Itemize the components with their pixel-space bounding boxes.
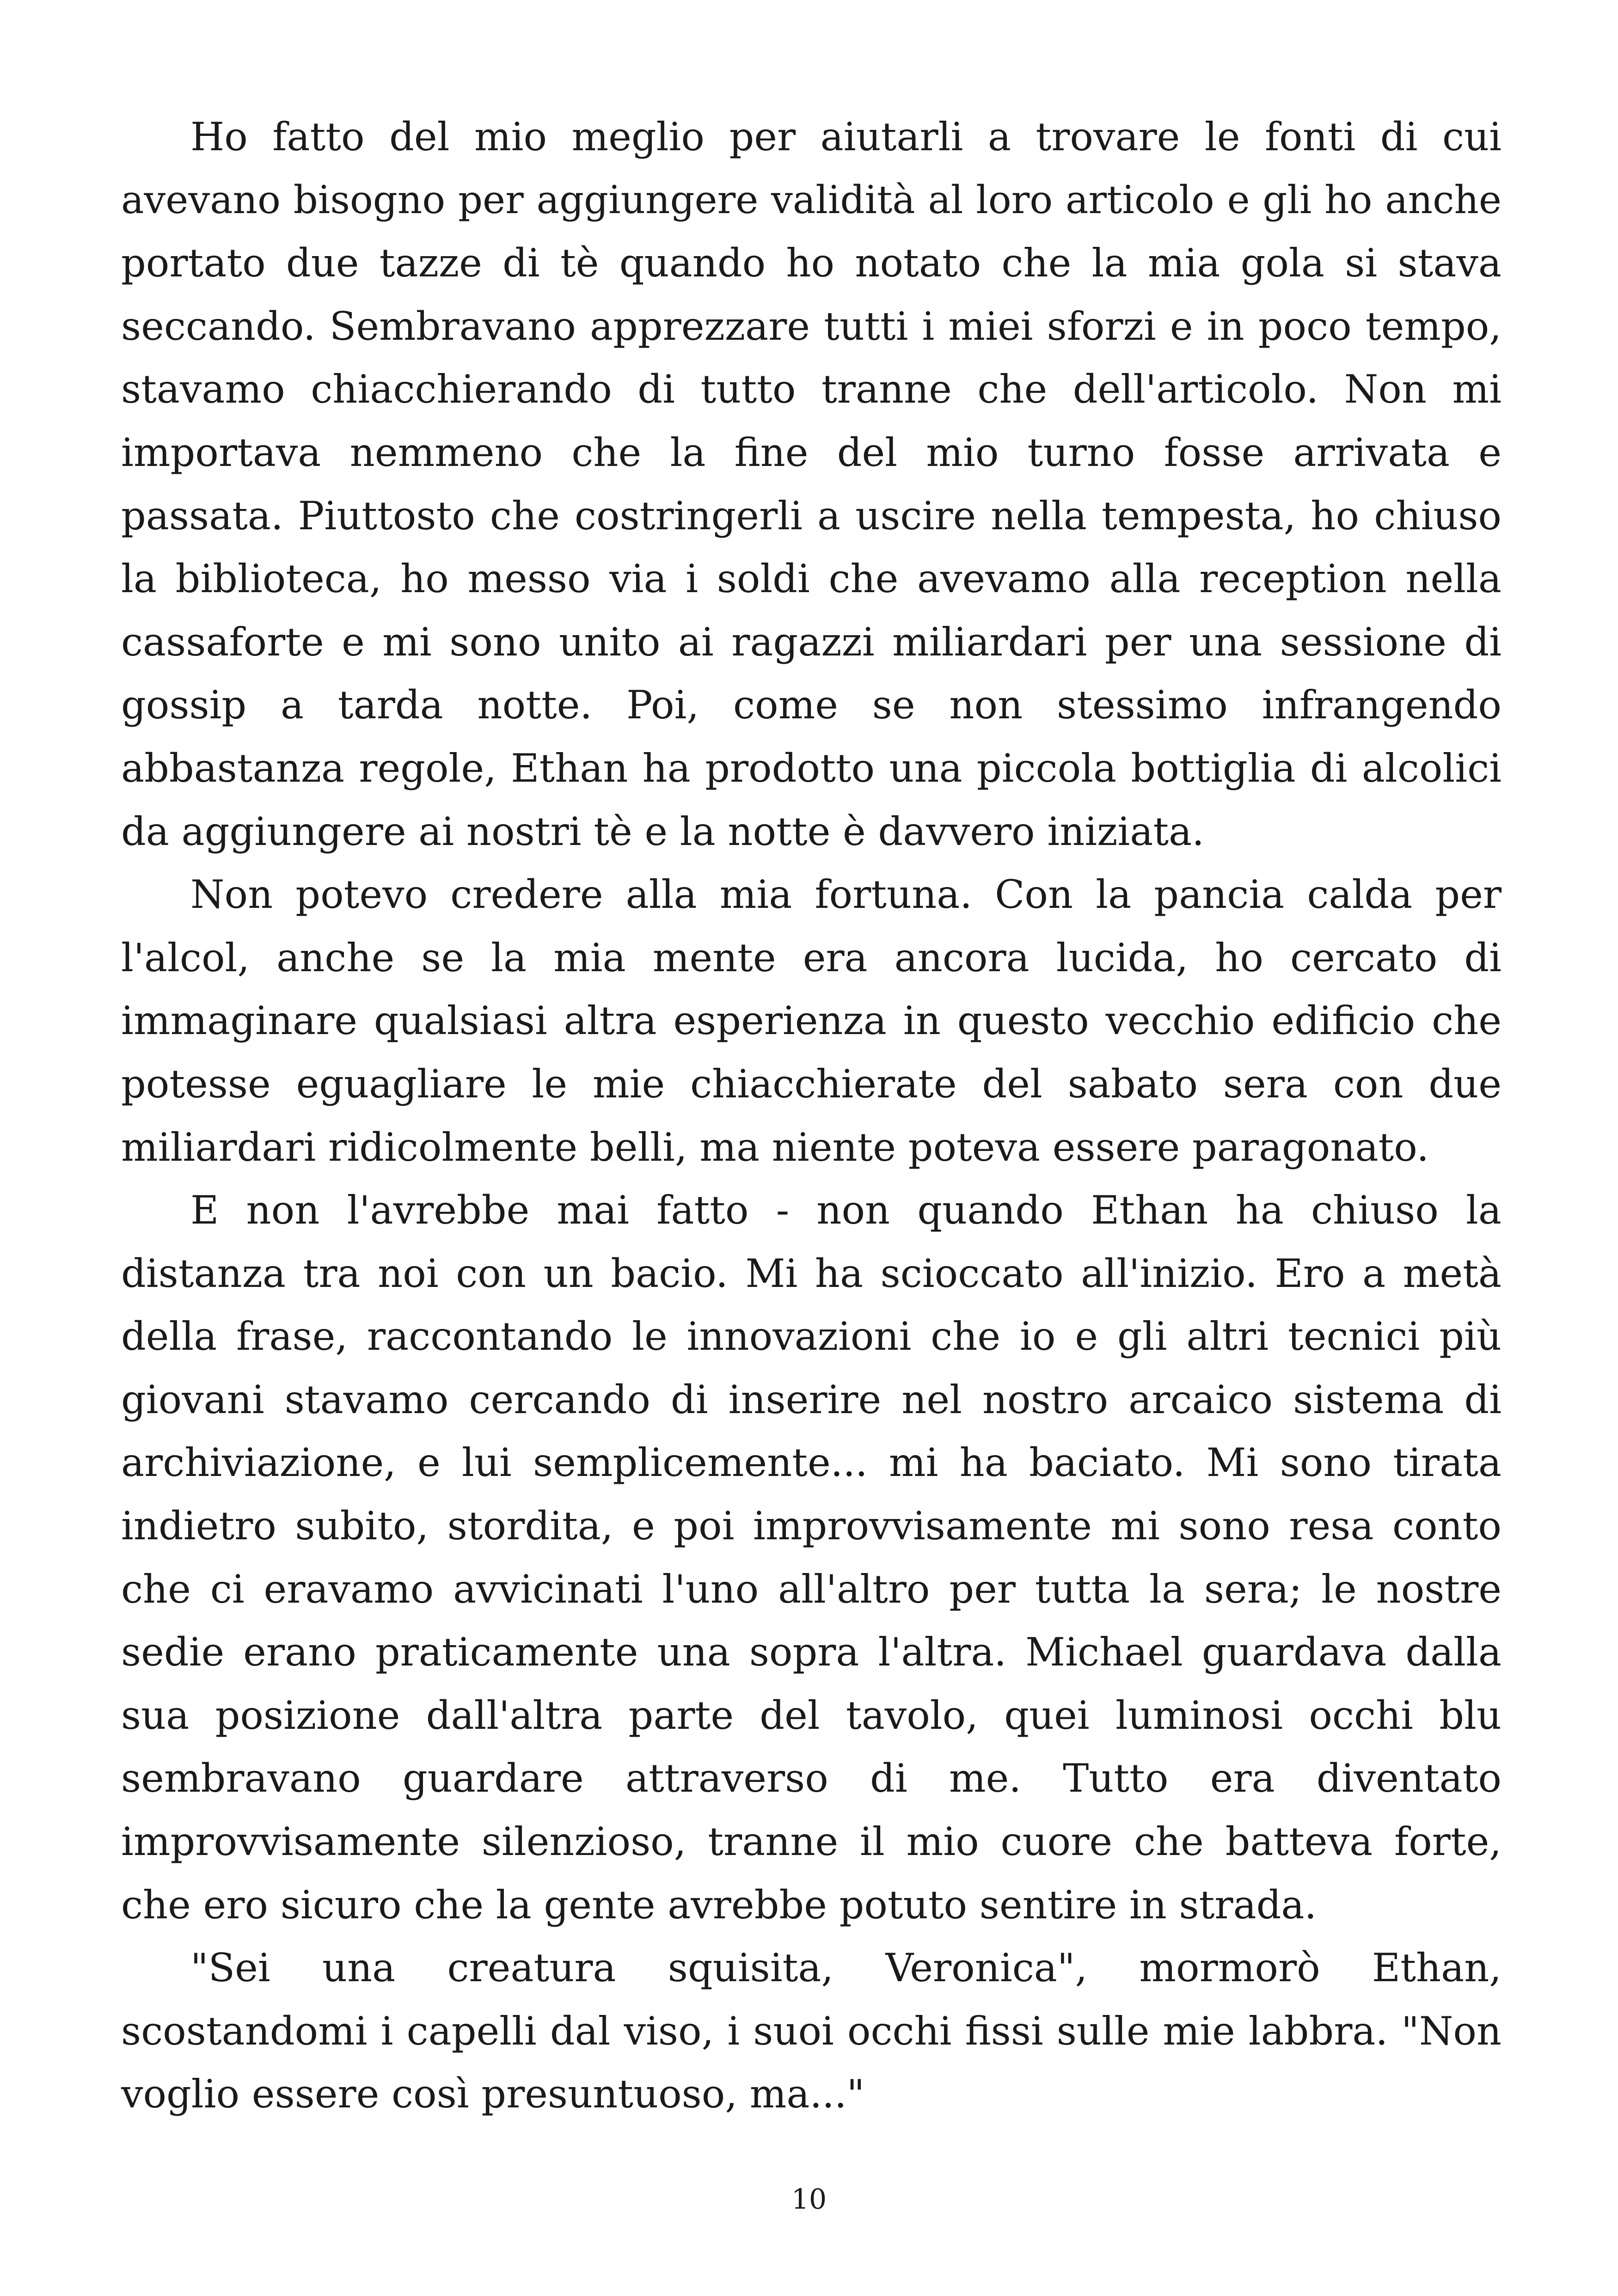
paragraph-4 (121, 1936, 1502, 2126)
text-line: E non l'avrebbe mai fatto - non quando Ethan ha chiuso la (190, 1188, 1502, 1233)
text-line: che ci eravamo avvicinati l'uno all'altro per tutta la sera; le nostre (121, 1566, 1502, 1612)
text-line: gossip a tarda notte. Poi, come se non stessimo infrangendo (121, 682, 1502, 728)
text-line: distanza tra noi con un bacio. Mi ha scioccato all'inizio. Ero a metà (121, 1250, 1502, 1296)
paragraph-1 (121, 105, 1502, 863)
text-line: potesse eguagliare le mie chiacchierate del sabato sera con due (121, 1061, 1502, 1107)
text-line: scostandomi i capelli dal viso, i suoi occhi fissi sulle mie labbra. "Non (121, 2008, 1502, 2054)
text-line: che ero sicuro che la gente avrebbe potuto sentire in strada. (121, 1882, 1317, 1928)
text-line: Non potevo credere alla mia fortuna. Con la pancia calda per (190, 872, 1502, 918)
text-line: stavamo chiacchierando di tutto tranne che dell'articolo. Non mi (121, 367, 1502, 412)
text-line: sua posizione dall'altra parte del tavolo, quei luminosi occhi blu (121, 1692, 1502, 1738)
text-line: Ho fatto del mio meglio per aiutarli a trovare le fonti di cui (190, 114, 1502, 159)
text-line: immaginare qualsiasi altra esperienza in questo vecchio edificio che (121, 998, 1502, 1044)
text-line: miliardari ridicolmente belli, ma niente poteva essere paragonato. (121, 1124, 1429, 1170)
text-line: abbastanza regole, Ethan ha prodotto una piccola bottiglia di alcolici (121, 745, 1502, 791)
body-text (121, 105, 1502, 2126)
text-line: sembravano guardare attraverso di me. Tutto era diventato (121, 1756, 1502, 1801)
text-line: seccando. Sembravano apprezzare tutti i miei sforzi e in poco tempo, (121, 303, 1502, 349)
paragraph-3 (121, 1179, 1502, 1936)
text-line: importava nemmeno che la fine del mio turno fosse arrivata e (121, 429, 1502, 475)
text-line: l'alcol, anche se la mia mente era ancora lucida, ho cercato di (121, 935, 1502, 980)
text-line: voglio essere così presuntuoso, ma..." (121, 2071, 865, 2117)
text-line: indietro subito, stordita, e poi improvvisamente mi sono resa conto (121, 1503, 1502, 1549)
text-line: della frase, raccontando le innovazioni che io e gli altri tecnici più (121, 1314, 1502, 1359)
text-line: passata. Piuttosto che costringerli a uscire nella tempesta, ho chiuso (121, 493, 1502, 539)
text-line: la biblioteca, ho messo via i soldi che avevamo alla reception nella (121, 556, 1502, 602)
text-line: archiviazione, e lui semplicemente... mi ha baciato. Mi sono tirata (121, 1440, 1502, 1486)
text-line: portato due tazze di tè quando ho notato che la mia gola si stava (121, 240, 1502, 286)
text-line: "Sei una creatura squisita, Veronica", mormorò Ethan, (190, 1945, 1502, 1991)
paragraph-2 (121, 863, 1502, 1179)
text-line: da aggiungere ai nostri tè e la notte è davvero iniziata. (121, 808, 1204, 854)
page-number: 10 (791, 2183, 827, 2216)
text-line: improvvisamente silenzioso, tranne il mio cuore che batteva forte, (121, 1819, 1502, 1865)
text-line: avevano bisogno per aggiungere validità al loro articolo e gli ho anche (121, 177, 1502, 222)
text-line: sedie erano praticamente una sopra l'altra. Michael guardava dalla (121, 1629, 1502, 1675)
text-line: cassaforte e mi sono unito ai ragazzi miliardari per una sessione di (121, 619, 1502, 665)
text-line: giovani stavamo cercando di inserire nel nostro arcaico sistema di (121, 1377, 1502, 1422)
